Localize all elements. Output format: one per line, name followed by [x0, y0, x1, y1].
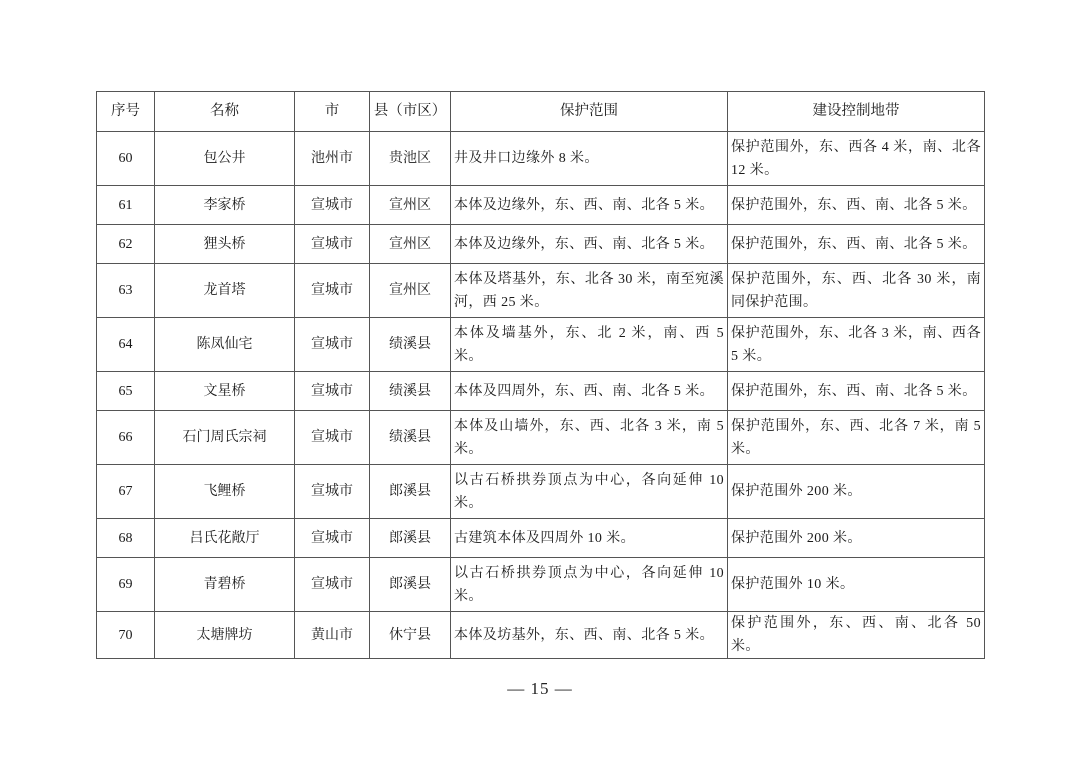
cell-name: 陈凤仙宅	[155, 318, 295, 372]
cell-county: 郎溪县	[370, 558, 451, 612]
header-serial-number: 序号	[97, 92, 155, 132]
cell-protection-scope: 以古石桥拱券顶点为中心，各向延伸 10 米。	[451, 465, 728, 519]
cell-construction-control-zone: 保护范围外 200 米。	[728, 465, 985, 519]
cell-protection-scope: 古建筑本体及四周外 10 米。	[451, 519, 728, 558]
page-number: — 15 —	[507, 679, 573, 698]
cell-city: 宣城市	[295, 465, 370, 519]
cell-serial-number: 69	[97, 558, 155, 612]
cell-county: 宣州区	[370, 186, 451, 225]
table-header-row	[97, 92, 985, 132]
cell-serial-number: 68	[97, 519, 155, 558]
cell-protection-scope: 本体及塔基外，东、北各 30 米，南至宛溪河，西 25 米。	[451, 264, 728, 318]
cell-serial-number: 61	[97, 186, 155, 225]
cell-city: 宣城市	[295, 225, 370, 264]
cell-county: 绩溪县	[370, 411, 451, 465]
cell-protection-scope: 井及井口边缘外 8 米。	[451, 132, 728, 186]
cell-serial-number: 60	[97, 132, 155, 186]
cell-city: 宣城市	[295, 519, 370, 558]
cell-name: 李家桥	[155, 186, 295, 225]
cell-construction-control-zone: 保护范围外，东、西、北各 7 米，南 5 米。	[728, 411, 985, 465]
table-row	[97, 465, 985, 519]
cell-protection-scope: 本体及墙基外，东、北 2 米，南、西 5 米。	[451, 318, 728, 372]
cell-protection-scope: 本体及坊基外，东、西、南、北各 5 米。	[451, 612, 728, 659]
cell-city: 宣城市	[295, 372, 370, 411]
cell-name: 飞鲤桥	[155, 465, 295, 519]
cell-protection-scope: 本体及边缘外，东、西、南、北各 5 米。	[451, 186, 728, 225]
table-row	[97, 411, 985, 465]
cell-construction-control-zone: 保护范围外，东、西、南、北各 5 米。	[728, 372, 985, 411]
cell-city: 宣城市	[295, 558, 370, 612]
table-row	[97, 264, 985, 318]
cell-name: 龙首塔	[155, 264, 295, 318]
cell-county: 绩溪县	[370, 372, 451, 411]
cell-name: 石门周氏宗祠	[155, 411, 295, 465]
cell-county: 郎溪县	[370, 519, 451, 558]
table-body	[97, 132, 985, 659]
cell-city: 宣城市	[295, 186, 370, 225]
cell-protection-scope: 本体及四周外，东、西、南、北各 5 米。	[451, 372, 728, 411]
cell-construction-control-zone: 保护范围外，东、西、南、北各 5 米。	[728, 186, 985, 225]
cell-city: 宣城市	[295, 318, 370, 372]
table-row	[97, 519, 985, 558]
heritage-protection-table	[96, 91, 985, 659]
cell-city: 池州市	[295, 132, 370, 186]
cell-protection-scope: 本体及山墙外，东、西、北各 3 米，南 5 米。	[451, 411, 728, 465]
cell-name: 太塘牌坊	[155, 612, 295, 659]
cell-construction-control-zone: 保护范围外 200 米。	[728, 519, 985, 558]
cell-name: 文星桥	[155, 372, 295, 411]
cell-name: 青碧桥	[155, 558, 295, 612]
cell-county: 绩溪县	[370, 318, 451, 372]
cell-serial-number: 65	[97, 372, 155, 411]
table-row	[97, 186, 985, 225]
cell-county: 郎溪县	[370, 465, 451, 519]
cell-serial-number: 62	[97, 225, 155, 264]
cell-name: 狸头桥	[155, 225, 295, 264]
cell-county: 宣州区	[370, 225, 451, 264]
cell-city: 黄山市	[295, 612, 370, 659]
cell-protection-scope: 本体及边缘外，东、西、南、北各 5 米。	[451, 225, 728, 264]
cell-serial-number: 67	[97, 465, 155, 519]
cell-name: 吕氏花敞厅	[155, 519, 295, 558]
cell-construction-control-zone: 保护范围外，东、西、南、北各 50 米。	[728, 612, 985, 659]
cell-construction-control-zone: 保护范围外，东、西、北各 30 米，南同保护范围。	[728, 264, 985, 318]
table-row	[97, 558, 985, 612]
table-row	[97, 372, 985, 411]
cell-construction-control-zone: 保护范围外 10 米。	[728, 558, 985, 612]
header-county: 县（市区）	[370, 92, 451, 132]
cell-construction-control-zone: 保护范围外，东、西各 4 米，南、北各 12 米。	[728, 132, 985, 186]
table-row	[97, 132, 985, 186]
table-row	[97, 225, 985, 264]
cell-serial-number: 63	[97, 264, 155, 318]
table-row	[97, 612, 985, 659]
header-name: 名称	[155, 92, 295, 132]
cell-protection-scope: 以古石桥拱券顶点为中心，各向延伸 10 米。	[451, 558, 728, 612]
cell-serial-number: 66	[97, 411, 155, 465]
cell-county: 宣州区	[370, 264, 451, 318]
header-city: 市	[295, 92, 370, 132]
cell-county: 贵池区	[370, 132, 451, 186]
cell-city: 宣城市	[295, 411, 370, 465]
header-construction-control-zone: 建设控制地带	[728, 92, 985, 132]
cell-serial-number: 64	[97, 318, 155, 372]
cell-construction-control-zone: 保护范围外，东、北各 3 米，南、西各 5 米。	[728, 318, 985, 372]
cell-county: 休宁县	[370, 612, 451, 659]
cell-construction-control-zone: 保护范围外，东、西、南、北各 5 米。	[728, 225, 985, 264]
table-row	[97, 318, 985, 372]
cell-city: 宣城市	[295, 264, 370, 318]
header-protection-scope: 保护范围	[451, 92, 728, 132]
cell-serial-number: 70	[97, 612, 155, 659]
cell-name: 包公井	[155, 132, 295, 186]
